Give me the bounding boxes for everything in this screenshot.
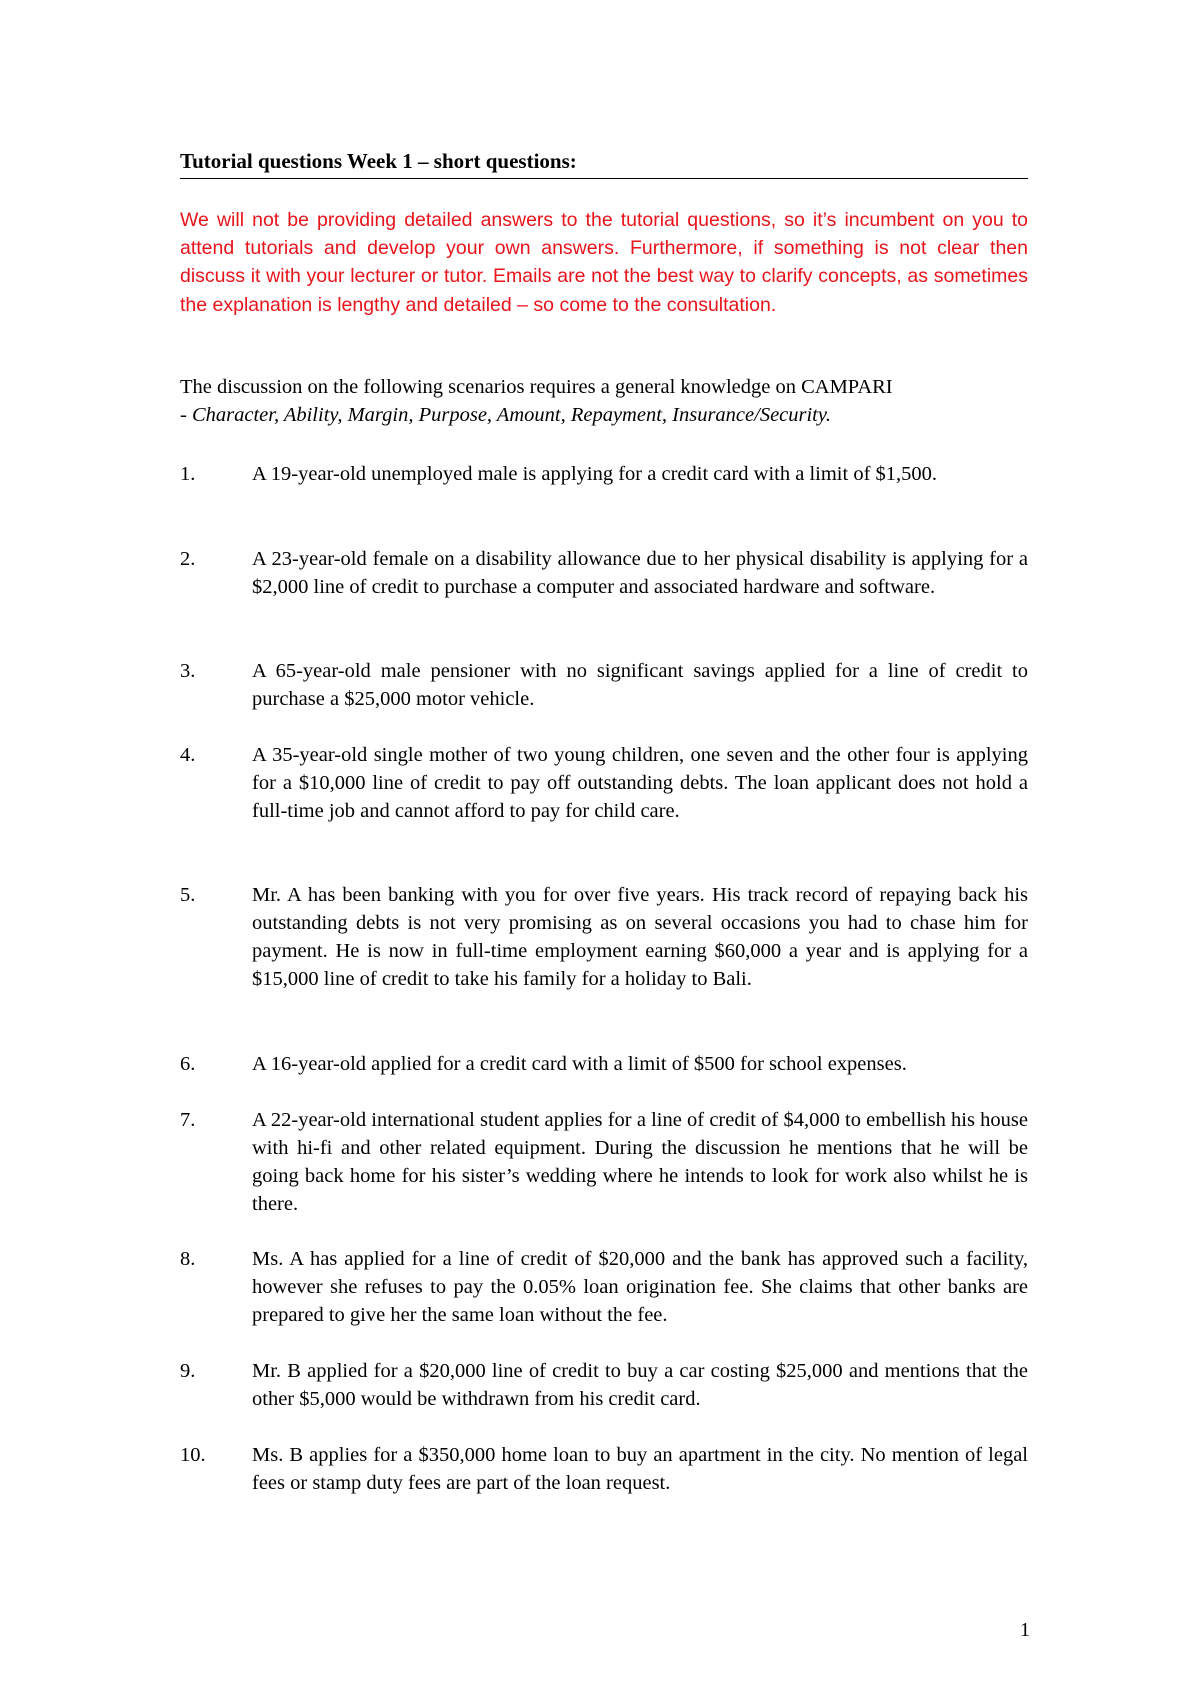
campari-definition: - Character, Ability, Margin, Purpose, Amount, Repayment, Insurance/Security. (180, 404, 831, 426)
question-text: A 19-year-old unemployed male is applying for a credit card with a limit of $1,500. (252, 463, 938, 485)
page-number: 1 (1020, 1619, 1030, 1641)
question-text: Mr. A has been banking with you for over five years. His track record of repaying back his outstanding debts is not very promising as on several occasions you had to chase him for payment. He is now in full-time employment earning $60,000 a year and is applying for a $15,000 line of credit to take his family for a holiday to Bali. (252, 884, 1028, 990)
notice-paragraph: We will not be providing detailed answers to the tutorial questions, so it’s incumbent on you to attend tutorials and develop your own answers. Furthermore, if something is not clear then discuss it with your lecturer or tutor. Emails are not the best way to clarify concepts, as sometimes the explanation is lengthy and detailed – so come to the consultation. (180, 209, 1028, 316)
question-text: A 23-year-old female on a disability allowance due to her physical disability is applying for a $2,000 line of credit to purchase a computer and associated hardware and software. (252, 548, 1028, 598)
question-text: A 16-year-old applied for a credit card with a limit of $500 for school expenses. (252, 1053, 907, 1075)
question-number: 10. (180, 1444, 206, 1466)
question-text: Ms. A has applied for a line of credit of $20,000 and the bank has approved such a facility, however she refuses to pay the 0.05% loan origination fee. She claims that other banks are prepared to give her the same loan without the fee. (252, 1248, 1028, 1326)
intro-text: The discussion on the following scenarios requires a general knowledge on CAMPARI (180, 376, 893, 398)
question-number: 5. (180, 884, 196, 906)
page-title: Tutorial questions Week 1 – short questions: (180, 148, 1028, 179)
question-text: A 65-year-old male pensioner with no significant savings applied for a line of credit to purchase a $25,000 motor vehicle. (252, 660, 1028, 710)
question-number: 1. (180, 463, 196, 485)
question-number: 2. (180, 548, 196, 570)
question-number: 7. (180, 1109, 196, 1131)
question-number: 4. (180, 744, 196, 766)
question-text: A 22-year-old international student applies for a line of credit of $4,000 to embellish his house with hi-fi and other related equipment. During the discussion he mentions that he will be going back home for his sister’s wedding where he intends to look for work also whilst he is there. (252, 1109, 1028, 1215)
question-number: 8. (180, 1248, 196, 1270)
question-number: 3. (180, 660, 196, 682)
question-text: A 35-year-old single mother of two young children, one seven and the other four is applying for a $10,000 line of credit to pay off outstanding debts. The loan applicant does not hold a full-time job and cannot afford to pay for child care. (252, 744, 1028, 822)
question-text: Ms. B applies for a $350,000 home loan to buy an apartment in the city. No mention of legal fees or stamp duty fees are part of the loan request. (252, 1444, 1028, 1494)
intro-paragraph (180, 373, 1028, 429)
question-number: 6. (180, 1053, 196, 1075)
question-text: Mr. B applied for a $20,000 line of credit to buy a car costing $25,000 and mentions that the other $5,000 would be withdrawn from his credit card. (252, 1360, 1028, 1410)
question-number: 9. (180, 1360, 196, 1382)
